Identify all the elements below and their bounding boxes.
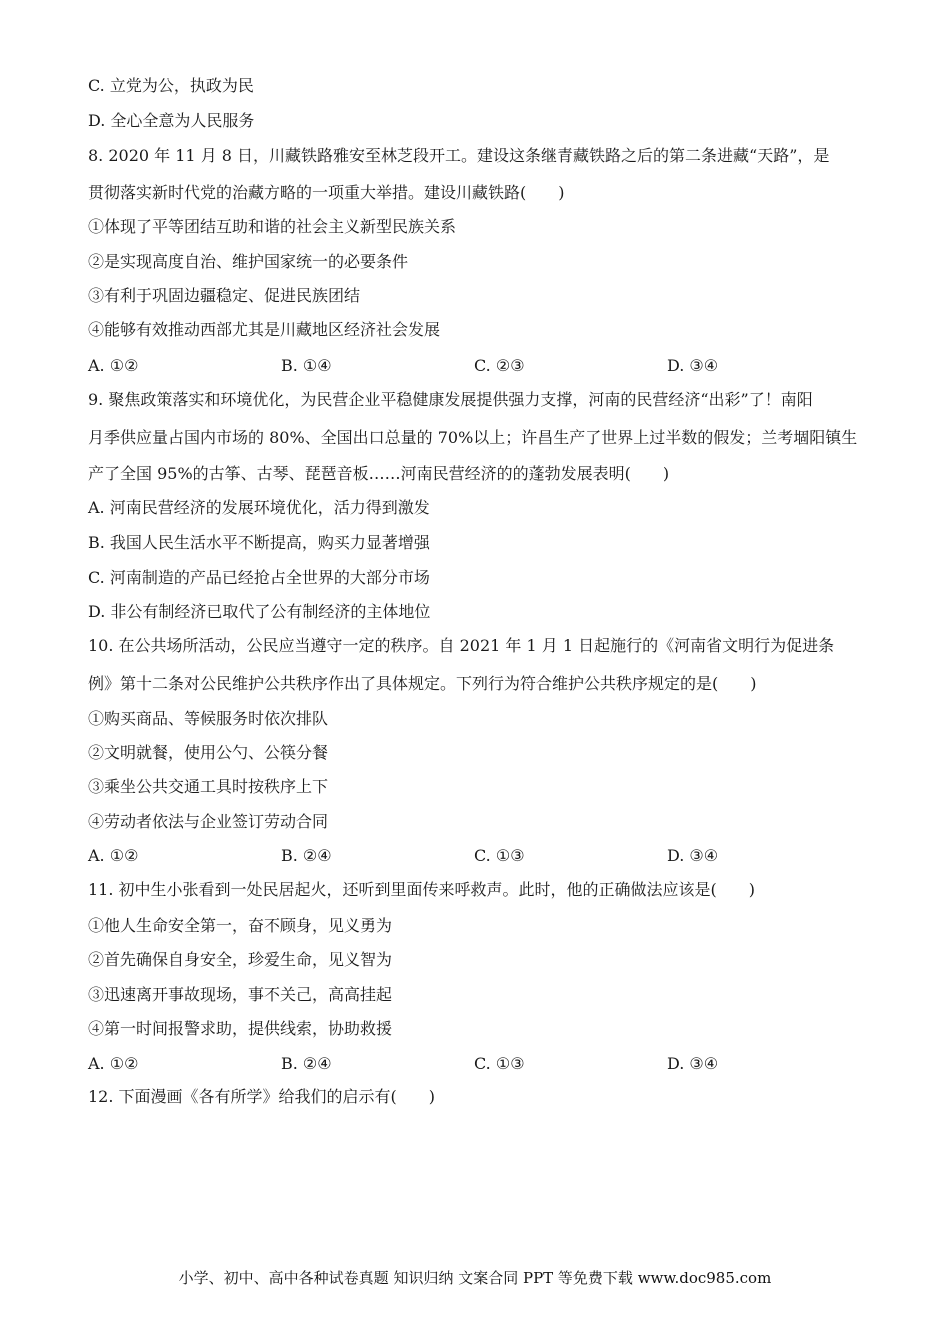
q11-item-1: ①他人生命安全第一，奋不顾身，见义勇为 <box>88 916 393 935</box>
q9-stem-line1: 9. 聚焦政策落实和环境优化，为民营企业平稳健康发展提供强力支撑，河南的民营经济“出彩”了！南阳 <box>88 390 813 409</box>
q11-option-d: D. ③④ <box>667 1054 719 1073</box>
option-c: C. 立党为公，执政为民 <box>88 76 254 95</box>
q11-stem: 11. 初中生小张看到一处民居起火，还听到里面传来呼救声。此时，他的正确做法应该是( ) <box>88 880 756 899</box>
q9-choice-c: C. 河南制造的产品已经抢占全世界的大部分市场 <box>88 568 430 587</box>
q9-stem-line2: 月季供应量占国内市场的 80%、全国出口总量的 70%以上；许昌生产了世界上过半数的假发；兰考堌阳镇生 <box>88 428 858 447</box>
q9-choice-d: D. 非公有制经济已取代了公有制经济的主体地位 <box>88 602 431 621</box>
q11-item-3: ③迅速离开事故现场，事不关己，高高挂起 <box>88 985 393 1004</box>
q8-item-2: ②是实现高度自治、维护国家统一的必要条件 <box>88 252 409 271</box>
q11-option-c: C. ①③ <box>474 1054 525 1073</box>
option-d: D. 全心全意为人民服务 <box>88 111 255 130</box>
q8-option-c: C. ②③ <box>474 356 525 375</box>
q8-stem-line2: 贯彻落实新时代党的治藏方略的一项重大举措。建设川藏铁路( ) <box>88 183 565 202</box>
q10-stem-line2: 例》第十二条对公民维护公共秩序作出了具体规定。下列行为符合维护公共秩序规定的是( ) <box>88 674 757 693</box>
q8-item-3: ③有利于巩固边疆稳定、促进民族团结 <box>88 286 361 305</box>
q8-option-d: D. ③④ <box>667 356 719 375</box>
q10-option-b: B. ②④ <box>281 846 332 865</box>
q11-option-b: B. ②④ <box>281 1054 332 1073</box>
q9-choice-b: B. 我国人民生活水平不断提高，购买力显著增强 <box>88 533 430 552</box>
q10-stem-line1: 10. 在公共场所活动，公民应当遵守一定的秩序。自 2021 年 1 月 1 日起施行的《河南省文明行为促进条 <box>88 636 835 655</box>
q8-option-b: B. ①④ <box>281 356 332 375</box>
q8-item-4: ④能够有效推动西部尤其是川藏地区经济社会发展 <box>88 320 441 339</box>
q11-option-a: A. ①② <box>88 1054 139 1073</box>
q10-option-c: C. ①③ <box>474 846 525 865</box>
page-footer: 小学、初中、高中各种试卷真题 知识归纳 文案合同 PPT 等免费下载 www.doc985.com <box>178 1269 772 1287</box>
q11-item-4: ④第一时间报警求助，提供线索，协助救援 <box>88 1019 393 1038</box>
q10-option-d: D. ③④ <box>667 846 719 865</box>
q9-choice-a: A. 河南民营经济的发展环境优化，活力得到激发 <box>88 498 430 517</box>
q10-option-a: A. ①② <box>88 846 139 865</box>
q10-item-1: ①购买商品、等候服务时依次排队 <box>88 709 329 728</box>
q12-stem: 12. 下面漫画《各有所学》给我们的启示有( ) <box>88 1087 436 1106</box>
q8-option-a: A. ①② <box>88 356 139 375</box>
q10-item-4: ④劳动者依法与企业签订劳动合同 <box>88 812 329 831</box>
q10-item-2: ②文明就餐，使用公勺、公筷分餐 <box>88 743 329 762</box>
q10-item-3: ③乘坐公共交通工具时按秩序上下 <box>88 777 329 796</box>
q8-item-1: ①体现了平等团结互助和谐的社会主义新型民族关系 <box>88 217 457 236</box>
q8-stem-line1: 8. 2020 年 11 月 8 日，川藏铁路雅安至林芝段开工。建设这条继青藏铁路之后的第二条进藏“天路”，是 <box>88 146 830 165</box>
q9-stem-line3: 产了全国 95%的古筝、古琴、琵琶音板……河南民营经济的的蓬勃发展表明( ) <box>88 464 670 483</box>
q11-item-2: ②首先确保自身安全，珍爱生命，见义智为 <box>88 950 393 969</box>
